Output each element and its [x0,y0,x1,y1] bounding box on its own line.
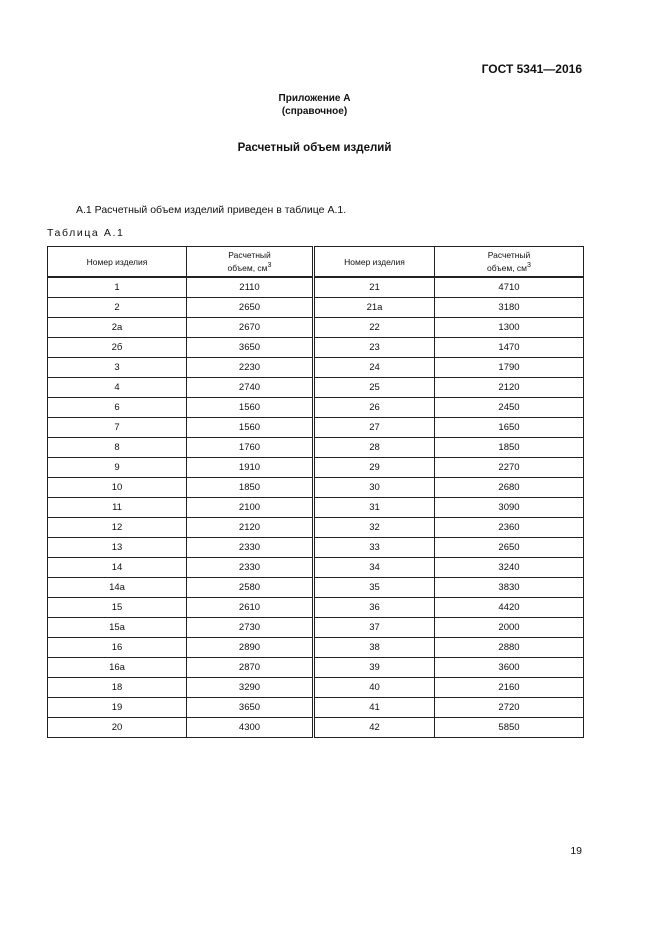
cell-item-number: 15 [48,598,187,618]
appendix-note: (справочное) [281,106,348,117]
header-item-number: Номер изделия [48,247,187,278]
cell-volume: 3290 [187,678,314,698]
table-row [48,598,584,618]
table-caption: Таблица А.1 [47,227,125,239]
table-row [48,298,584,318]
cell-item-number-2: 21а [314,298,435,318]
cell-item-number: 14а [48,578,187,598]
cell-volume-2: 2120 [435,378,584,398]
cell-item-number-2: 39 [314,658,435,678]
cell-item-number: 2б [48,338,187,358]
cell-item-number: 6 [48,398,187,418]
header-volume [187,247,314,278]
cell-volume: 2580 [187,578,314,598]
table-row [48,498,584,518]
table-row [48,658,584,678]
cell-item-number: 15а [48,618,187,638]
table-row [48,518,584,538]
table-row [48,277,584,298]
cell-item-number: 7 [48,418,187,438]
cell-item-number: 3 [48,358,187,378]
cell-volume: 3650 [187,338,314,358]
page-number: 19 [570,845,582,857]
table-row [48,458,584,478]
cell-item-number-2: 42 [314,718,435,738]
cell-item-number-2: 21 [314,277,435,298]
header-volume-sup: 3 [267,261,272,270]
cell-volume-2: 1300 [435,318,584,338]
cell-item-number-2: 33 [314,538,435,558]
header-volume-2 [435,247,584,278]
cell-item-number-2: 25 [314,378,435,398]
cell-item-number-2: 30 [314,478,435,498]
cell-volume-2: 3830 [435,578,584,598]
cell-volume: 2670 [187,318,314,338]
table-row [48,418,584,438]
header-volume-sup-2: 3 [527,261,531,270]
cell-volume: 1560 [187,398,314,418]
cell-volume: 1560 [187,418,314,438]
cell-item-number: 20 [48,718,187,738]
cell-item-number: 11 [48,498,187,518]
cell-item-number: 14 [48,558,187,578]
header-volume-line2-2: объем, см [487,262,528,273]
cell-item-number: 2 [48,298,187,318]
cell-volume-2: 2270 [435,458,584,478]
section-title: Расчетный объем изделий [237,142,392,154]
cell-volume: 2870 [187,658,314,678]
cell-volume: 3650 [187,698,314,718]
cell-volume-2: 2720 [435,698,584,718]
volume-table [47,246,584,738]
table-row [48,538,584,558]
cell-volume-2: 1650 [435,418,584,438]
cell-item-number: 9 [48,458,187,478]
cell-volume: 2330 [187,558,314,578]
cell-item-number: 10 [48,478,187,498]
cell-item-number-2: 29 [314,458,435,478]
cell-volume-2: 2880 [435,638,584,658]
cell-volume: 2650 [187,298,314,318]
table-row [48,718,584,738]
cell-volume-2: 1850 [435,438,584,458]
cell-volume-2: 3240 [435,558,584,578]
cell-item-number: 13 [48,538,187,558]
cell-volume: 2610 [187,598,314,618]
cell-volume-2: 5850 [435,718,584,738]
cell-item-number: 2а [48,318,187,338]
cell-volume: 1760 [187,438,314,458]
cell-item-number-2: 31 [314,498,435,518]
cell-volume: 2730 [187,618,314,638]
cell-volume-2: 3600 [435,658,584,678]
table-row [48,338,584,358]
cell-volume-2: 2160 [435,678,584,698]
cell-volume: 2110 [187,277,314,298]
cell-volume-2: 2000 [435,618,584,638]
cell-volume-2: 1470 [435,338,584,358]
header-item-number-2: Номер изделия [314,247,435,278]
cell-volume: 2100 [187,498,314,518]
table-header-row [48,247,584,278]
header-volume-line2: объем, см [227,262,268,273]
cell-item-number-2: 27 [314,418,435,438]
cell-item-number: 12 [48,518,187,538]
cell-volume-2: 4710 [435,277,584,298]
cell-item-number-2: 28 [314,438,435,458]
table-row [48,618,584,638]
cell-item-number: 8 [48,438,187,458]
cell-volume: 2740 [187,378,314,398]
table-row [48,378,584,398]
cell-item-number-2: 24 [314,358,435,378]
header-volume-line1: Расчетный [228,250,271,261]
cell-item-number: 1 [48,277,187,298]
cell-volume: 4300 [187,718,314,738]
table-row [48,638,584,658]
table-row [48,558,584,578]
cell-item-number-2: 40 [314,678,435,698]
cell-volume: 2230 [187,358,314,378]
table-row [48,478,584,498]
table-row [48,578,584,598]
table-row [48,698,584,718]
cell-item-number-2: 26 [314,398,435,418]
document-standard-code: ГОСТ 5341—2016 [481,62,582,76]
table-row [48,318,584,338]
cell-volume-2: 2650 [435,538,584,558]
cell-volume-2: 3090 [435,498,584,518]
cell-volume: 2120 [187,518,314,538]
cell-item-number-2: 34 [314,558,435,578]
table-row [48,678,584,698]
cell-volume: 1910 [187,458,314,478]
cell-volume: 2330 [187,538,314,558]
cell-item-number-2: 22 [314,318,435,338]
cell-item-number: 16а [48,658,187,678]
table-row [48,358,584,378]
table-row [48,398,584,418]
cell-item-number-2: 37 [314,618,435,638]
appendix-heading [0,92,629,118]
cell-item-number-2: 35 [314,578,435,598]
cell-item-number-2: 23 [314,338,435,358]
cell-volume-2: 2450 [435,398,584,418]
cell-item-number-2: 36 [314,598,435,618]
cell-item-number-2: 38 [314,638,435,658]
cell-volume: 2890 [187,638,314,658]
cell-volume: 1850 [187,478,314,498]
cell-volume-2: 2360 [435,518,584,538]
header-volume-line1-2: Расчетный [487,250,531,261]
cell-volume-2: 2680 [435,478,584,498]
cell-volume-2: 4420 [435,598,584,618]
cell-item-number: 18 [48,678,187,698]
cell-item-number: 19 [48,698,187,718]
table-row [48,438,584,458]
cell-item-number-2: 41 [314,698,435,718]
cell-volume-2: 1790 [435,358,584,378]
cell-volume-2: 3180 [435,298,584,318]
cell-item-number: 16 [48,638,187,658]
cell-item-number-2: 32 [314,518,435,538]
intro-paragraph: А.1 Расчетный объем изделий приведен в таблице А.1. [76,204,347,216]
cell-item-number: 4 [48,378,187,398]
appendix-title: Приложение А [278,93,351,104]
